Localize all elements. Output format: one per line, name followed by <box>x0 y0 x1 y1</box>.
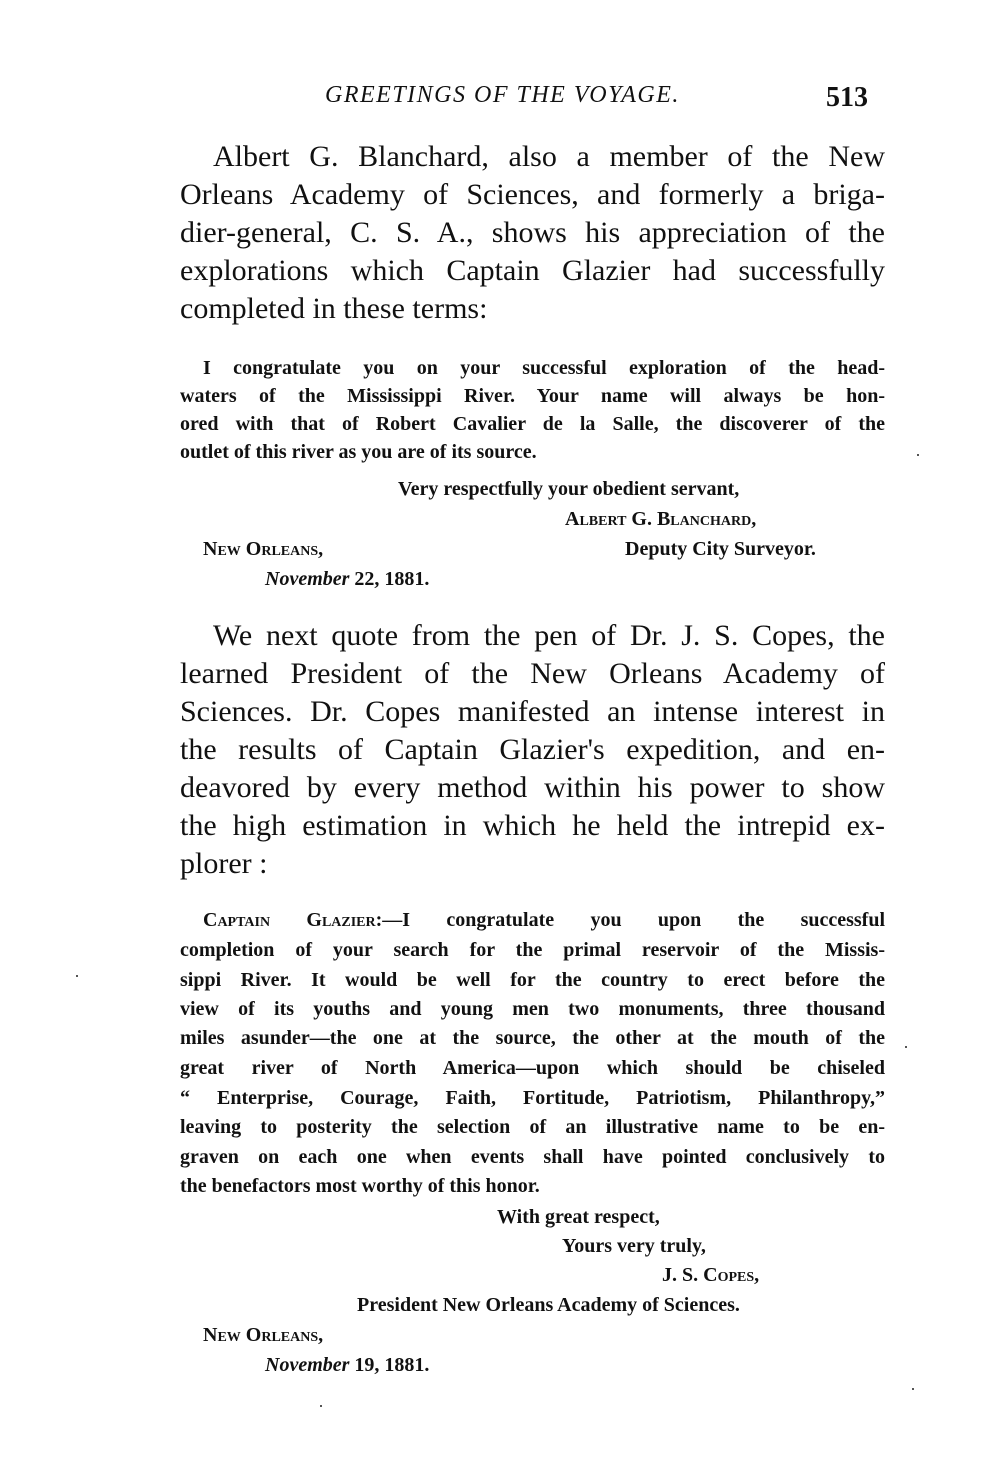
letter-line: sippi River. It would be well for the country to erect before the <box>180 969 885 991</box>
scan-speck <box>917 454 919 456</box>
scan-speck <box>320 1405 322 1407</box>
date-month: November <box>265 1354 350 1376</box>
letter-line: leaving to posterity the selection of an illustrative name to be en- <box>180 1116 885 1138</box>
letter-line: great river of North America—upon which should be chiseled <box>180 1057 885 1079</box>
text-line: deavored by every method within his power to show <box>180 771 885 804</box>
letter-line <box>203 906 885 934</box>
letter-line: view of its youths and young men two monuments, three thousand <box>180 998 885 1020</box>
text-line: completed in these terms: <box>180 292 488 325</box>
scan-speck <box>905 1046 907 1048</box>
letter-signature: Albert G. Blanchard, <box>565 508 757 530</box>
letter-place: New Orleans, <box>203 538 324 560</box>
letter-signer-title: President New Orleans Academy of Sciences. <box>357 1294 740 1316</box>
letter-date <box>265 1351 429 1379</box>
date-rest: 22, 1881. <box>349 568 430 590</box>
text-line: Albert G. Blanchard, also a member of the New <box>213 140 885 173</box>
text-line: dier-general, C. S. A., shows his appreciation of the <box>180 216 885 249</box>
page-number: 513 <box>826 82 868 113</box>
letter-line: I congratulate you on your successful exploration of the head- <box>203 357 885 379</box>
text-line: the high estimation in which he held the intrepid ex- <box>180 809 885 842</box>
date-month: November <box>265 568 350 590</box>
text-line: plorer : <box>180 847 268 880</box>
letter-line: completion of your search for the primal reservoir of the Missis- <box>180 939 885 961</box>
date-rest: 19, 1881. <box>349 1354 430 1376</box>
letter-date <box>265 565 429 593</box>
text-line: We next quote from the pen of Dr. J. S. Copes, the <box>213 619 885 652</box>
letter-line: outlet of this river as you are of its source. <box>180 441 537 463</box>
letter-place: New Orleans, <box>203 1324 324 1346</box>
letter-salutation: Captain Glazier <box>203 909 376 931</box>
letter-line: graven on each one when events shall have pointed conclusively to <box>180 1146 885 1168</box>
scan-speck <box>912 1388 914 1390</box>
text-line: learned President of the New Orleans Academy of <box>180 657 885 690</box>
letter-line: ored with that of Robert Cavalier de la Salle, the discoverer of the <box>180 413 885 435</box>
letter-line: the benefactors most worthy of this honor. <box>180 1175 540 1197</box>
letter-line: miles asunder—the one at the source, the other at the mouth of the <box>180 1027 885 1049</box>
letter-signer-title: Deputy City Surveyor. <box>625 538 816 560</box>
letter-closing: Yours very truly, <box>562 1235 706 1257</box>
letter-closing: With great respect, <box>497 1206 660 1228</box>
text-line: Orleans Academy of Sciences, and formerly a briga- <box>180 178 885 211</box>
letter-signature: J. S. Copes, <box>662 1264 760 1286</box>
scan-speck <box>76 975 78 977</box>
text-line: the results of Captain Glazier's expedition, and en- <box>180 733 885 766</box>
text-line: explorations which Captain Glazier had successfully <box>180 254 885 287</box>
letter-line: waters of the Mississippi River. Your name will always be hon- <box>180 385 885 407</box>
running-title: GREETINGS OF THE VOYAGE. <box>325 82 680 108</box>
letter-closing: Very respectfully your obedient servant, <box>398 478 740 500</box>
letter-line: “ Enterprise, Courage, Faith, Fortitude, Patriotism, Philanthropy,” <box>180 1087 885 1109</box>
letter-first-line: :—I congratulate you upon the successful <box>375 909 886 931</box>
text-line: Sciences. Dr. Copes manifested an intense interest in <box>180 695 885 728</box>
